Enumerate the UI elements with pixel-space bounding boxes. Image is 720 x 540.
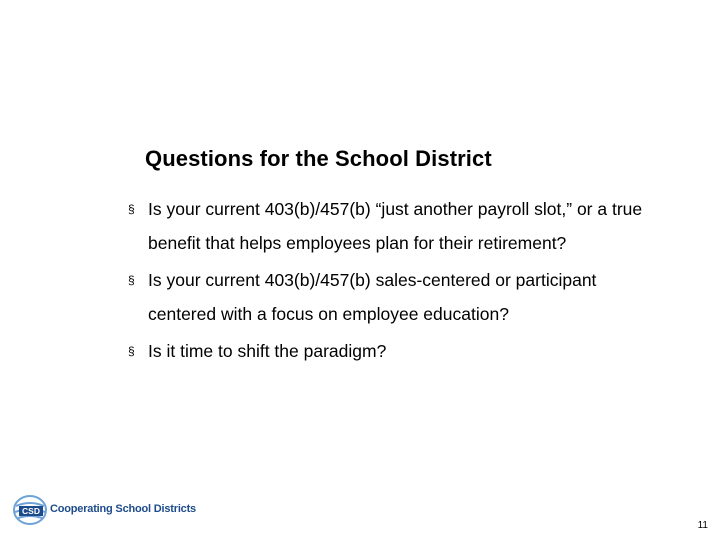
bullet-item bbox=[128, 192, 648, 260]
bullet-marker-icon: § bbox=[128, 344, 135, 358]
organization-logo bbox=[12, 492, 196, 528]
bullet-text: Is your current 403(b)/457(b) sales-centered or participant centered with a focus on employee education? bbox=[148, 270, 597, 324]
slide-title: Questions for the School District bbox=[145, 146, 492, 171]
page-number: 11 bbox=[697, 520, 708, 531]
bullet-item bbox=[128, 334, 648, 368]
bullet-text: Is it time to shift the paradigm? bbox=[148, 341, 387, 361]
logo-text: Cooperating School Districts bbox=[50, 503, 196, 515]
bullet-marker-icon: § bbox=[128, 202, 135, 216]
bullet-item bbox=[128, 263, 648, 331]
bullet-text: Is your current 403(b)/457(b) “just another payroll slot,” or a true benefit that helps employees plan for their retirement? bbox=[148, 199, 643, 253]
bullet-list bbox=[128, 192, 648, 371]
bullet-marker-icon: § bbox=[128, 273, 135, 287]
svg-text:CSD: CSD bbox=[22, 506, 40, 516]
globe-logo-icon bbox=[12, 492, 52, 528]
